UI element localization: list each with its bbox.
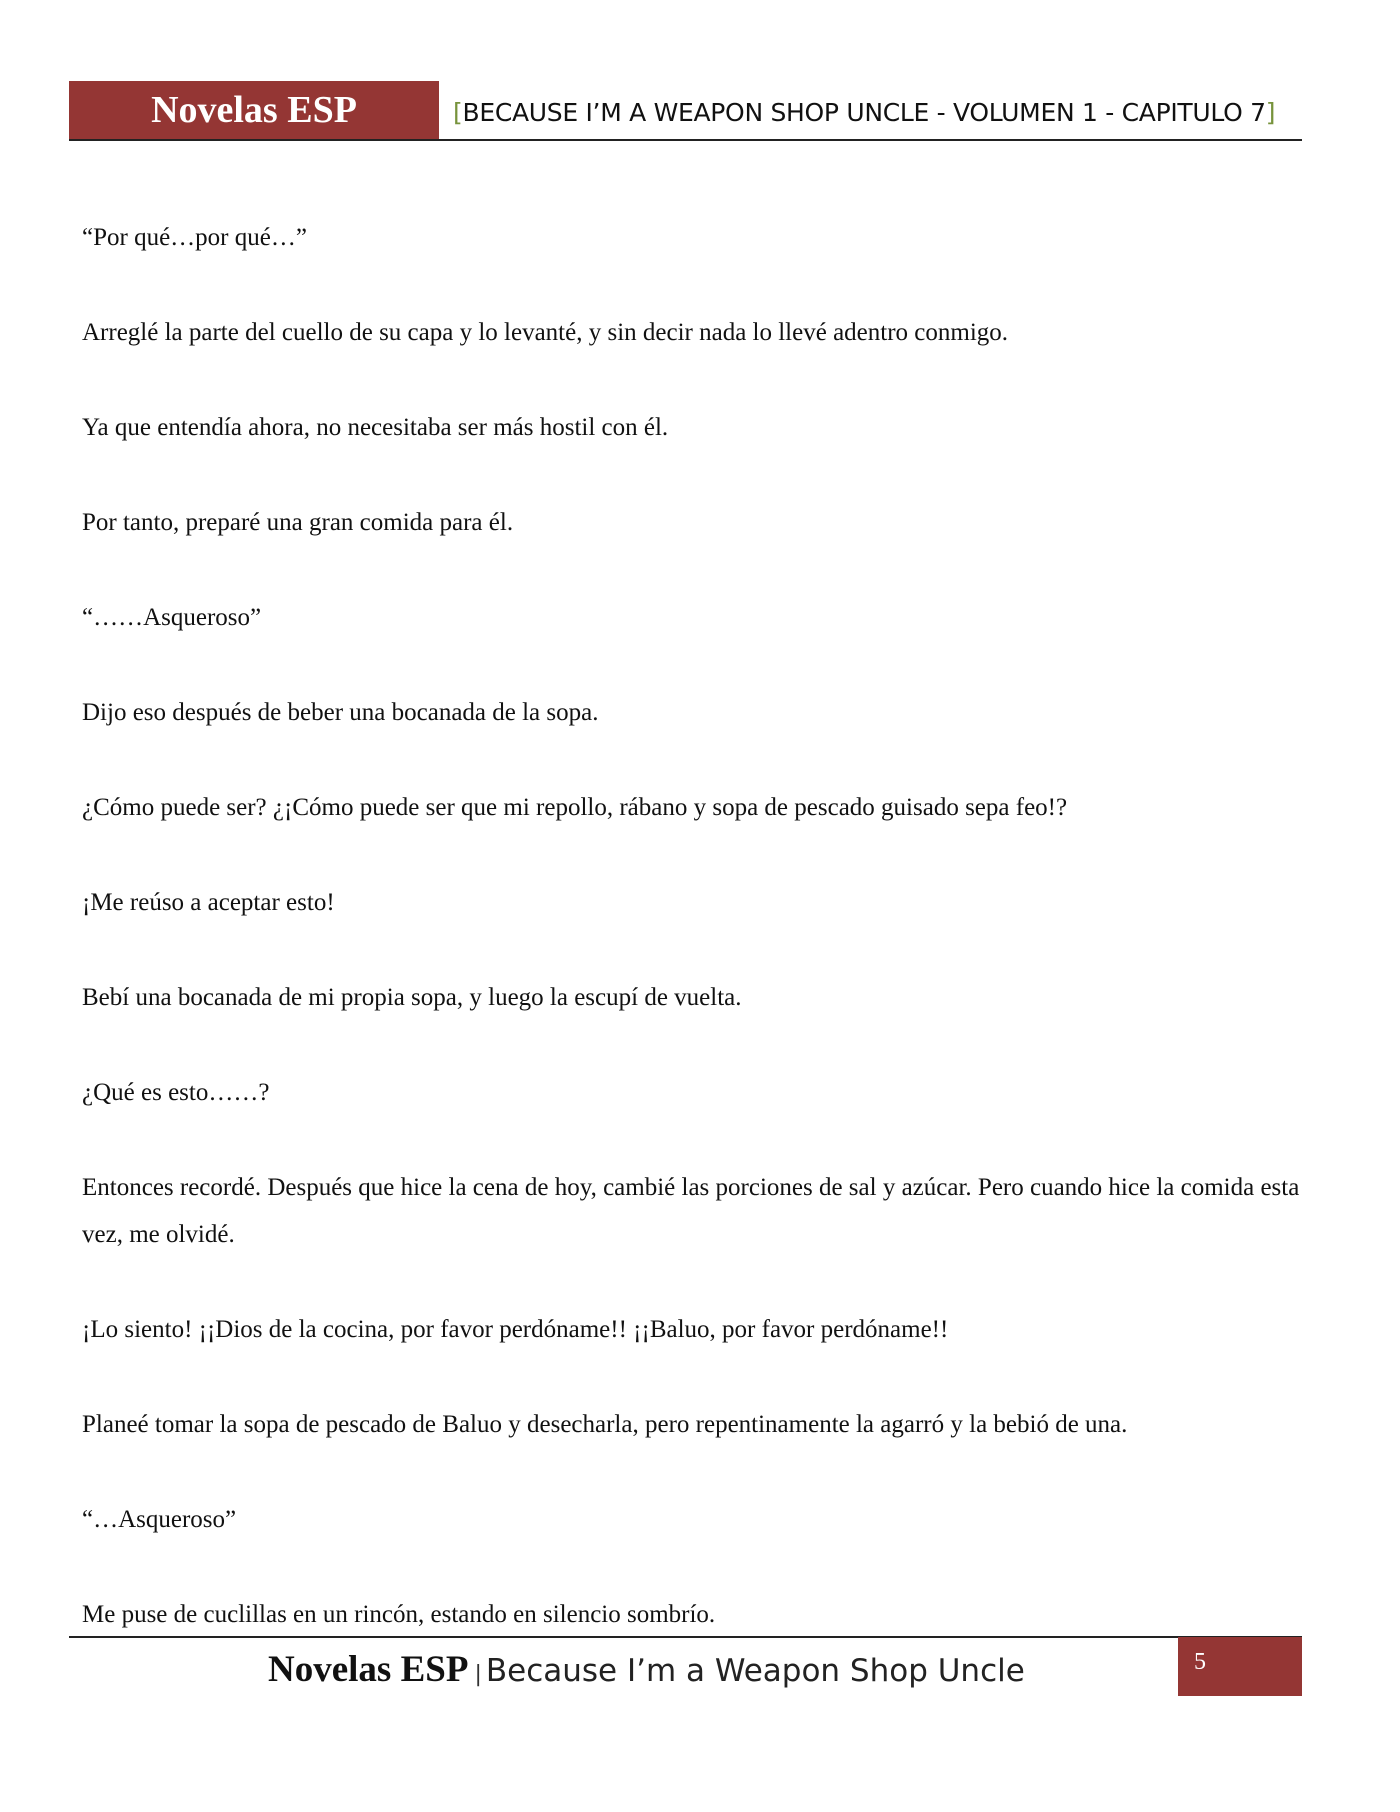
header-title-text: BECAUSE I’M A WEAPON SHOP UNCLE - VOLUMEN 1 - CAPITULO 7 — [462, 98, 1266, 127]
paragraph: Dijo eso después de beber una bocanada de la sopa. — [82, 699, 599, 726]
header-bracket-open: [ — [453, 98, 463, 127]
header-divider — [69, 139, 1302, 141]
paragraph: Ya que entendía ahora, no necesitaba ser más hostil con él. — [82, 414, 669, 441]
paragraph: Me puse de cuclillas en un rincón, estando en silencio sombrío. — [82, 1601, 716, 1628]
header-chapter-title — [453, 98, 1275, 127]
page-number: 5 — [1194, 1649, 1206, 1675]
paragraph: ¿Qué es esto……? — [82, 1079, 270, 1106]
footer-caption — [268, 1648, 1025, 1691]
header-bracket-close: ] — [1265, 98, 1276, 127]
page-number-box — [1178, 1637, 1302, 1696]
footer-divider — [69, 1636, 1302, 1638]
paragraph: ¡Lo siento! ¡¡Dios de la cocina, por favor perdóname!! ¡¡Baluo, por favor perdóname!! — [82, 1316, 949, 1343]
paragraph: Arreglé la parte del cuello de su capa y lo levanté, y sin decir nada lo llevé adentro conmigo. — [82, 319, 1009, 346]
footer-separator: | — [474, 1662, 482, 1687]
footer-brand: Novelas ESP — [268, 1649, 469, 1690]
header-brand: Novelas ESP — [151, 89, 357, 131]
paragraph: Entonces recordé. Después que hice la cena de hoy, cambié las porciones de sal y azúcar. Pero cuando hice la comida esta vez, me olvidé. — [82, 1174, 1300, 1248]
footer-book-title: Because I’m a Weapon Shop Uncle — [485, 1653, 1025, 1689]
paragraph: ¡Me reúso a aceptar esto! — [82, 889, 335, 916]
paragraph: “Por qué…por qué…” — [82, 224, 307, 251]
paragraph: Por tanto, preparé una gran comida para él. — [82, 509, 514, 536]
paragraph: Bebí una bocanada de mi propia sopa, y luego la escupí de vuelta. — [82, 984, 742, 1011]
paragraph: ¿Cómo puede ser? ¿¡Cómo puede ser que mi repollo, rábano y sopa de pescado guisado sepa feo!? — [82, 794, 1068, 821]
paragraph: “……Asqueroso” — [82, 604, 262, 631]
paragraph: “…Asqueroso” — [82, 1506, 237, 1533]
header-brand-band — [69, 81, 439, 140]
paragraph: Planeé tomar la sopa de pescado de Baluo y desecharla, pero repentinamente la agarró y la bebió de una. — [82, 1411, 1128, 1438]
